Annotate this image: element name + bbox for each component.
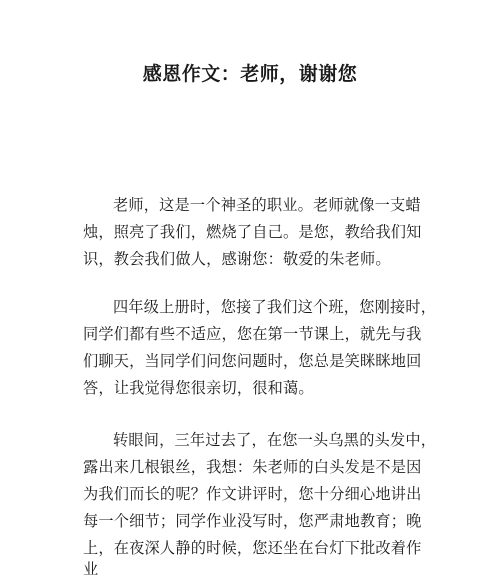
text-line: 上，在夜深人静的时候，您还坐在台灯下批改着作 <box>83 539 422 557</box>
text-line: 露出来几根银丝，我想：朱老师的白头发是不是因 <box>83 458 422 476</box>
text-line: 烛，照亮了我们，燃烧了自己。是您，教给我们知 <box>83 223 422 241</box>
text-line: 老师，这是一个神圣的职业。老师就像一支蜡 <box>113 196 421 214</box>
text-line: 每一个细节；同学作业没写时，您严肃地教育；晚 <box>83 512 422 530</box>
text-line: 业 <box>83 560 99 578</box>
text-line: 们聊天，当同学们问您问题时，您总是笑眯眯地回 <box>83 352 422 370</box>
text-line: 四年级上册时，您接了我们这个班，您刚接时， <box>113 298 437 316</box>
text-line: 答，让我觉得您很亲切，很和蔼。 <box>83 379 314 397</box>
text-line: 为我们而长的呢？作文讲评时，您十分细心地讲出 <box>83 485 422 503</box>
text-line: 转眼间，三年过去了，在您一头乌黑的头发中， <box>113 431 437 449</box>
text-line: 识，教会我们做人，感谢您：敬爱的朱老师。 <box>83 250 391 268</box>
text-line: 同学们都有些不适应，您在第一节课上，就先与我 <box>83 325 422 343</box>
page-title: 感恩作文：老师，谢谢您 <box>142 63 358 85</box>
